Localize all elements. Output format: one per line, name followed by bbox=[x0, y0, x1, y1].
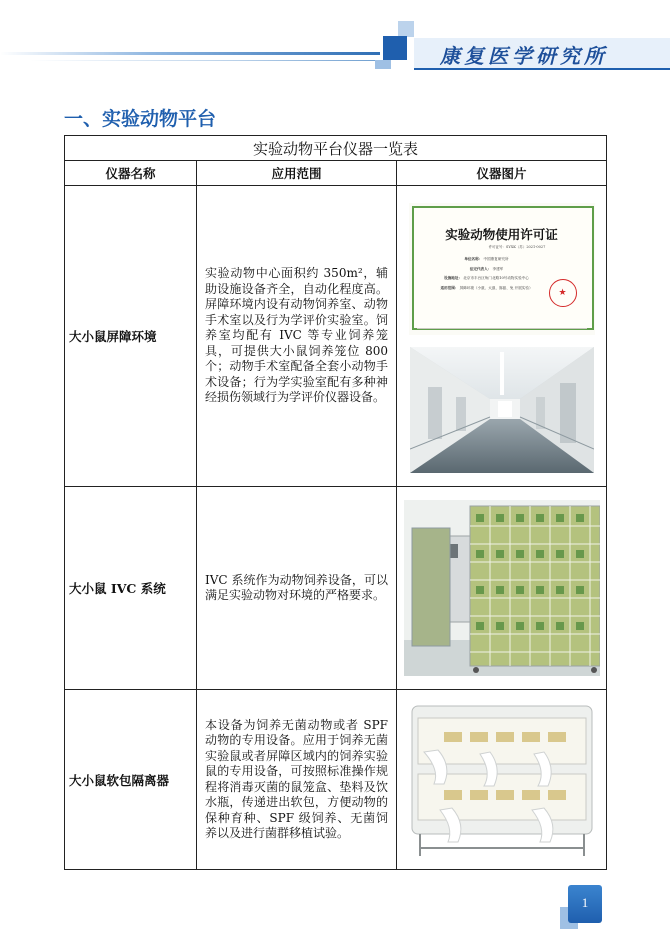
column-header-image: 仪器图片 bbox=[397, 161, 607, 186]
certificate-field bbox=[427, 255, 547, 265]
certificate-field-value: 北京市丰台区角门北路10号动物实验中心 bbox=[463, 276, 529, 280]
certificate-stamp: ★ bbox=[549, 279, 577, 307]
instrument-description: 本设备为饲养无菌动物或者 SPF 动物的专用设备。应用于饲养无菌实验鼠或者屏障区域内的饲养实验鼠的专用设备，可按照标准操作规程将消毒灭菌的鼠笼盒、垫料及饮水瓶，传递进出软包，方便动物的保种育种、SPF 级饲养、无菌饲养以及进行菌群移植试验。 bbox=[197, 690, 397, 870]
isolator-illustration bbox=[404, 700, 600, 860]
instrument-name: 大小鼠 IVC 系统 bbox=[65, 487, 197, 690]
certificate-title: 实验动物使用许可证 bbox=[445, 227, 558, 242]
certificate-field-value: 屏障环境（小鼠、大鼠、豚鼠、兔 开展实验） bbox=[459, 285, 533, 290]
table-row bbox=[65, 186, 607, 487]
instrument-image-cell bbox=[397, 186, 607, 487]
soft-isolator-photo bbox=[404, 700, 600, 860]
header-rule bbox=[0, 52, 380, 55]
instrument-image-cell bbox=[397, 487, 607, 690]
instrument-name: 大小鼠软包隔离器 bbox=[65, 690, 197, 870]
certificate-license-label: 许可证号： bbox=[488, 245, 507, 249]
certificate-field-label: 法定代表人： bbox=[469, 266, 492, 271]
ivc-rack-left bbox=[412, 528, 450, 646]
instrument-description: IVC 系统作为动物饲养设备，可以满足实验动物对环境的严格要求。 bbox=[197, 487, 397, 690]
certificate-field-label: 适用范围： bbox=[440, 285, 459, 290]
instrument-name: 大小鼠屏障环境 bbox=[65, 186, 197, 487]
certificate-fields bbox=[427, 255, 547, 293]
column-header-scope: 应用范围 bbox=[197, 161, 397, 186]
ivc-rack-illustration bbox=[404, 500, 600, 676]
table-caption: 实验动物平台仪器一览表 bbox=[65, 136, 607, 161]
certificate-license-line bbox=[489, 245, 546, 250]
certificate-field-value: 李建军 bbox=[492, 266, 504, 271]
certificate-field bbox=[427, 265, 547, 275]
certificate-field-value: 中国康复研究所 bbox=[483, 257, 509, 261]
certificate-field-label: 单位名称： bbox=[464, 257, 483, 261]
instrument-image-cell bbox=[397, 690, 607, 870]
section-title: 一、实验动物平台 bbox=[64, 108, 217, 130]
certificate-footer-line bbox=[417, 328, 587, 329]
ivc-system-photo bbox=[404, 500, 600, 676]
certificate-field bbox=[427, 284, 547, 294]
table-row bbox=[65, 487, 607, 690]
column-header-name: 仪器名称 bbox=[65, 161, 197, 186]
instrument-table bbox=[64, 135, 607, 870]
instrument-description: 实验动物中心面积约 350m²，辅助设施设备齐全，自动化程度高。屏障环境内设有动物饲养室、动物手术室以及行为学评价实验室。饲养室均配有 IVC 等专业饲养笼具，可提供大小鼠饲养笼位 800 个；动物手术室配备全套小动物手术设备；行为学实验室配有多种神经损伤领域行为学评价仪器设备。 bbox=[197, 186, 397, 487]
header-underline bbox=[414, 68, 670, 70]
header-square-small bbox=[375, 60, 391, 69]
certificate-field-label: 设施地址： bbox=[444, 276, 463, 280]
license-certificate-image bbox=[409, 203, 595, 335]
certificate-field bbox=[427, 274, 547, 284]
certificate-license-number: SYXK（苏）2021-0027 bbox=[506, 245, 546, 249]
institute-name: 康复医学研究所 bbox=[440, 44, 608, 68]
page-number: 1 bbox=[581, 895, 589, 910]
header-square-dark bbox=[383, 36, 407, 60]
header-rule-thin bbox=[30, 60, 380, 61]
barrier-corridor-photo bbox=[410, 347, 594, 473]
corridor-illustration bbox=[410, 347, 594, 473]
header-square-light bbox=[398, 21, 414, 37]
table-row bbox=[65, 690, 607, 870]
